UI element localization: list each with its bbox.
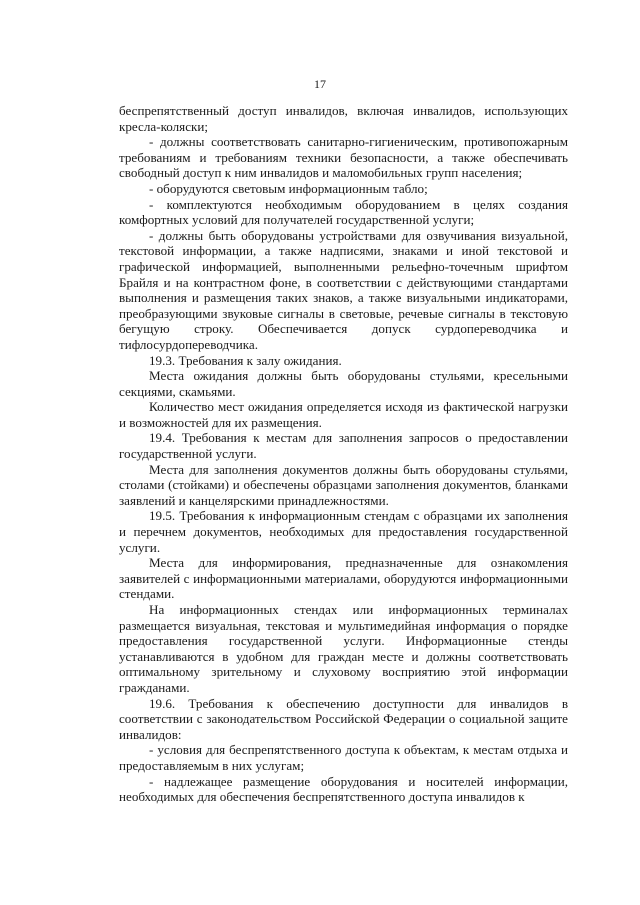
paragraph: Места для заполнения документов должны быть оборудованы стульями, столами (стойками) и обеспечены образцами заполнения документов, бланками заявлений и канцелярскими принадлежностями. [119, 461, 568, 508]
list-item: - условия для беспрепятственного доступа к объектам, к местам отдыха и предоставляемым в них услугам; [119, 742, 568, 773]
section-heading: 19.6. Требования к обеспечению доступности для инвалидов в соответствии с законодательством Российской Федерации о социальной защите инвалидов: [119, 695, 568, 742]
list-item: - должны соответствовать санитарно-гигиеническим, противопожарным требованиям и требованиям техники безопасности, а также обеспечивать свободный доступ к ним инвалидов и маломобильных групп населения; [119, 134, 568, 181]
list-item: - оборудуются световым информационным табло; [149, 180, 428, 196]
page-number: 17 [314, 77, 326, 91]
section-heading: 19.3. Требования к залу ожидания. [149, 352, 342, 368]
section-heading: 19.5. Требования к информационным стендам с образцами их заполнения и перечнем документов, необходимых для предоставления государственной услуги. [119, 508, 568, 555]
list-item: - комплектуются необходимым оборудованием в целях создания комфортных условий для получателей государственной услуги; [119, 196, 568, 228]
list-item: - надлежащее размещение оборудования и носителей информации, необходимых для обеспечения беспрепятственного доступа инвалидов к [119, 773, 568, 805]
paragraph: На информационных стендах или информационных терминалах размещается визуальная, текстовая и мультимедийная информация о порядке предоставления государственной услуги. Информационные стенды устанавливаются в удобном для граждан месте и должны соответствовать оптимальному зрительному и слуховому восприятию этой информации гражданами. [119, 602, 568, 695]
paragraph: беспрепятственный доступ инвалидов, включая инвалидов, использующих кресла-коляски; [119, 103, 568, 134]
document-body [119, 103, 568, 805]
paragraph: Количество мест ожидания определяется исходя из фактической нагрузки и возможностей для их размещения. [119, 399, 568, 430]
section-heading: 19.4. Требования к местам для заполнения запросов о предоставлении государственной услуги. [119, 430, 568, 462]
paragraph: Места для информирования, предназначенные для ознакомления заявителей с информационными материалами, оборудуются информационными стендами. [119, 555, 568, 602]
list-item: - должны быть оборудованы устройствами для озвучивания визуальной, текстовой информации, а также надписями, знаками и иной текстовой и графической информацией, выполненными рельефно-точечным шрифтом Брайля и на контрастном фоне, в соответствии с действующими стандартами выполнения и размещения таких знаков, а также визуальными индикаторами, преобразующими звуковые сигналы в световые, речевые сигналы в текстовую бегущую строку. Обеспечивается допуск сурдопереводчика и тифлосурдопереводчика. [119, 227, 568, 352]
paragraph: Места ожидания должны быть оборудованы стульями, кресельными секциями, скамьями. [119, 368, 568, 399]
